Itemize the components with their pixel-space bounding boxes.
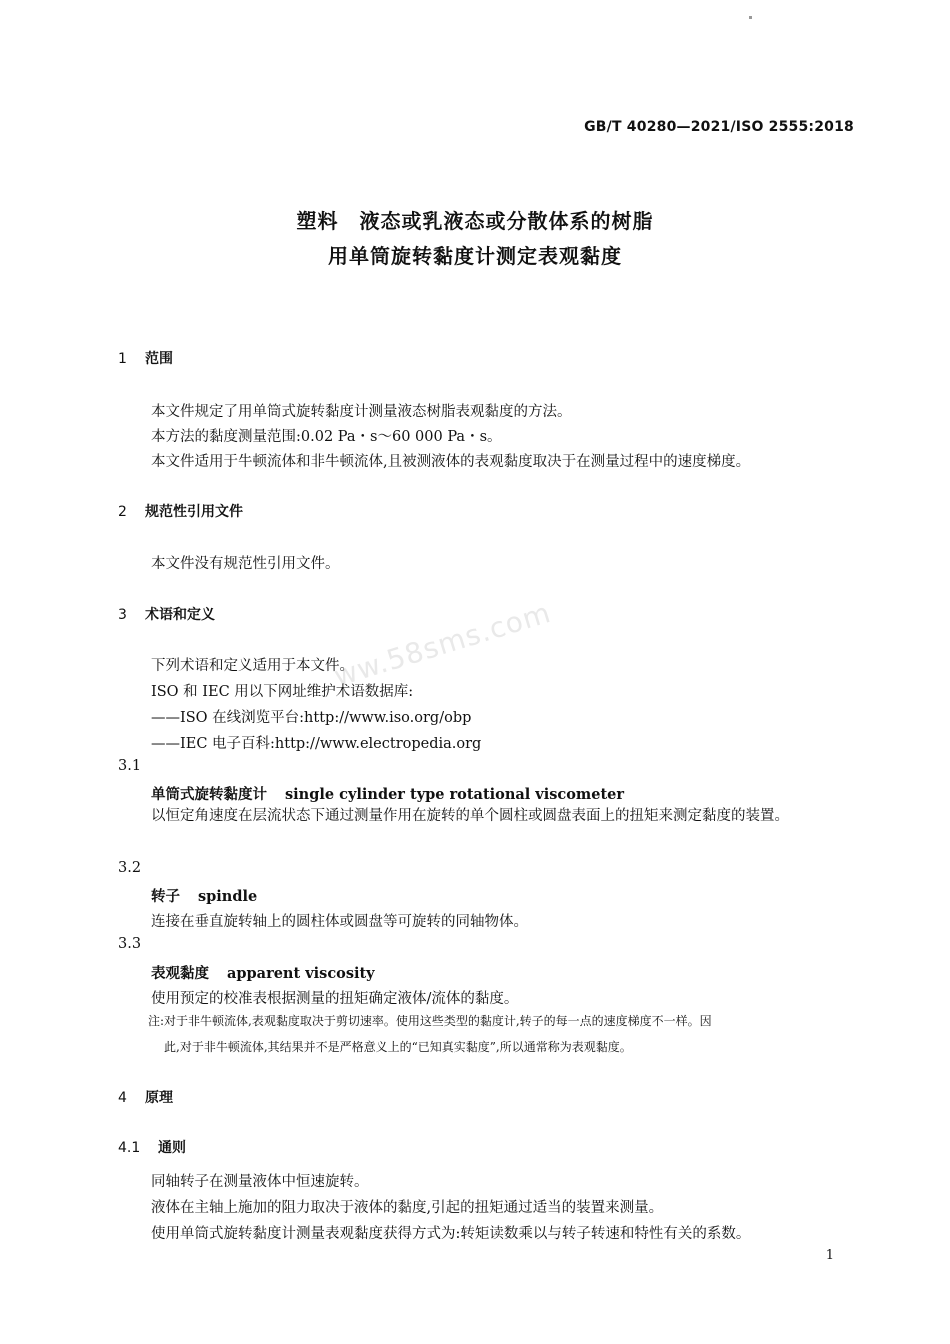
term-number: 3.3	[118, 936, 142, 952]
standard-code: GB/T 40280—2021/ISO 2555:2018	[584, 119, 854, 135]
section-heading-normative-references	[118, 501, 243, 521]
section-number: 2	[118, 504, 127, 520]
paragraph: 下列术语和定义适用于本文件。	[151, 658, 354, 674]
paragraph: 本文件规定了用单筒式旋转黏度计测量液态树脂表观黏度的方法。	[151, 404, 572, 420]
section-title: 规范性引用文件	[145, 504, 243, 520]
term-en: spindle	[198, 888, 258, 905]
watermark: ww.58sms.com	[330, 595, 555, 694]
note-line: 此,对于非牛顿流体,其结果并不是严格意义上的“已知真实黏度”,所以通常称为表观黏度。	[164, 1040, 632, 1054]
section-number: 3	[118, 607, 127, 623]
paragraph: 使用单筒式旋转黏度计测量表观黏度获得方式为:转矩读数乘以与转子转速和特性有关的系数。	[151, 1226, 751, 1242]
subsection-title: 通则	[158, 1140, 186, 1156]
term-definition: 使用预定的校准表根据测量的扭矩确定液体/流体的黏度。	[151, 991, 519, 1007]
paragraph: 本文件适用于牛顿流体和非牛顿流体,且被测液体的表观黏度取决于在测量过程中的速度梯度。	[151, 454, 751, 470]
paragraph: 同轴转子在测量液体中恒速旋转。	[151, 1174, 369, 1190]
section-heading-principle	[118, 1087, 173, 1107]
term-definition: 连接在垂直旋转轴上的圆柱体或圆盘等可旋转的同轴物体。	[151, 914, 528, 930]
term-entry	[151, 783, 624, 804]
term-zh: 转子	[151, 889, 180, 905]
section-number: 1	[118, 351, 127, 367]
section-number: 4	[118, 1090, 127, 1106]
note-line: 注:对于非牛顿流体,表观黏度取决于剪切速率。使用这些类型的黏度计,转子的每一点的速度梯度不一样。因	[148, 1014, 712, 1028]
section-title: 原理	[145, 1090, 173, 1106]
term-en: apparent viscosity	[227, 965, 375, 982]
section-title: 术语和定义	[145, 607, 215, 623]
paragraph: ISO 和 IEC 用以下网址维护术语数据库:	[151, 684, 414, 700]
page-number: 1	[825, 1248, 834, 1263]
term-zh: 单筒式旋转黏度计	[151, 787, 267, 803]
document-title-line-1: 塑料 液态或乳液态或分散体系的树脂	[296, 209, 654, 233]
term-zh: 表观黏度	[151, 966, 209, 982]
subsection-number: 4.1	[118, 1140, 141, 1156]
paragraph: 本文件没有规范性引用文件。	[151, 556, 340, 572]
paragraph: 本方法的黏度测量范围:0.02 Pa・s～60 000 Pa・s。	[151, 429, 502, 445]
note	[148, 1008, 863, 1060]
term-entry	[151, 962, 375, 983]
subsection-heading-general	[118, 1137, 186, 1157]
paragraph-iso-obp: ——ISO 在线浏览平台:http://www.iso.org/obp	[151, 710, 472, 726]
scan-speck	[749, 16, 752, 19]
term-entry	[151, 885, 257, 906]
section-heading-terms	[118, 604, 215, 624]
paragraph: 液体在主轴上施加的阻力取决于液体的黏度,引起的扭矩通过适当的装置来测量。	[151, 1200, 664, 1216]
section-heading-scope	[118, 348, 173, 368]
paragraph-iec-electropedia: ——IEC 电子百科:http://www.electropedia.org	[151, 736, 482, 752]
term-en: single cylinder type rotational viscometer	[285, 786, 625, 803]
term-definition: 以恒定角速度在层流状态下通过测量作用在旋转的单个圆柱或圆盘表面上的扭矩来测定黏度的装置。	[151, 808, 789, 824]
term-number: 3.2	[118, 860, 142, 876]
document-title-line-2: 用单筒旋转黏度计测定表观黏度	[328, 244, 622, 268]
section-title: 范围	[145, 351, 173, 367]
term-number: 3.1	[118, 758, 142, 774]
